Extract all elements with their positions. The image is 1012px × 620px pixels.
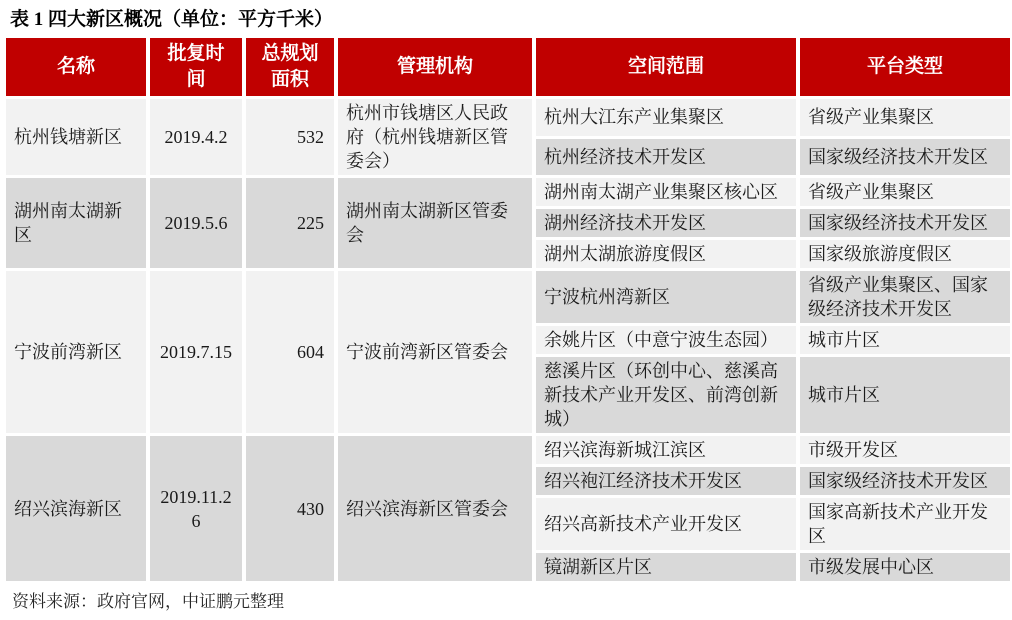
platform-type-cell: 国家高新技术产业开发区 [800, 498, 1010, 550]
scope-cell: 绍兴袍江经济技术开发区 [536, 467, 796, 495]
table-row [6, 436, 1010, 464]
area-cell: 225 [246, 178, 334, 268]
platform-type-cell: 省级产业集聚区 [800, 178, 1010, 206]
platform-type-cell: 城市片区 [800, 357, 1010, 433]
table-row [6, 271, 1010, 323]
scope-cell: 慈溪片区（环创中心、慈溪高新技术产业开发区、前湾创新城） [536, 357, 796, 433]
approval-date-cell: 2019.7.15 [150, 271, 242, 433]
table-header-row [6, 38, 1010, 96]
table-body [6, 99, 1010, 581]
scope-cell: 余姚片区（中意宁波生态园） [536, 326, 796, 354]
header-approval-date: 批复时间 [150, 38, 242, 96]
scope-cell: 宁波杭州湾新区 [536, 271, 796, 323]
scope-cell: 湖州南太湖产业集聚区核心区 [536, 178, 796, 206]
platform-type-cell: 国家级经济技术开发区 [800, 467, 1010, 495]
table-title: 表 1 四大新区概况（单位：平方千米） [10, 9, 334, 30]
approval-date-cell: 2019.4.2 [150, 99, 242, 175]
header-scope: 空间范围 [536, 38, 796, 96]
agency-cell: 绍兴滨海新区管委会 [338, 436, 532, 581]
platform-type-cell: 省级产业集聚区、国家级经济技术开发区 [800, 271, 1010, 323]
area-cell: 604 [246, 271, 334, 433]
scope-cell: 湖州经济技术开发区 [536, 209, 796, 237]
platform-type-cell: 市级开发区 [800, 436, 1010, 464]
area-cell: 532 [246, 99, 334, 175]
name-cell: 绍兴滨海新区 [6, 436, 146, 581]
scope-cell: 杭州经济技术开发区 [536, 139, 796, 176]
name-cell: 宁波前湾新区 [6, 271, 146, 433]
new-districts-table [2, 35, 1012, 584]
platform-type-cell: 市级发展中心区 [800, 553, 1010, 581]
scope-cell: 镜湖新区片区 [536, 553, 796, 581]
platform-type-cell: 国家级经济技术开发区 [800, 209, 1010, 237]
agency-cell: 宁波前湾新区管委会 [338, 271, 532, 433]
scope-cell: 绍兴高新技术产业开发区 [536, 498, 796, 550]
agency-cell: 湖州南太湖新区管委会 [338, 178, 532, 268]
approval-date-cell: 2019.11.26 [150, 436, 242, 581]
header-platform-type: 平台类型 [800, 38, 1010, 96]
name-cell: 杭州钱塘新区 [6, 99, 146, 175]
platform-type-cell: 国家级旅游度假区 [800, 240, 1010, 268]
header-agency: 管理机构 [338, 38, 532, 96]
area-cell: 430 [246, 436, 334, 581]
platform-type-cell: 省级产业集聚区 [800, 99, 1010, 136]
source-note: 资料来源：政府官网，中证鹏元整理 [12, 592, 284, 611]
scope-cell: 杭州大江东产业集聚区 [536, 99, 796, 136]
platform-type-cell: 国家级经济技术开发区 [800, 139, 1010, 176]
header-planned-area: 总规划面积 [246, 38, 334, 96]
table-row [6, 99, 1010, 136]
scope-cell: 绍兴滨海新城江滨区 [536, 436, 796, 464]
header-name: 名称 [6, 38, 146, 96]
scope-cell: 湖州太湖旅游度假区 [536, 240, 796, 268]
table-row [6, 178, 1010, 206]
name-cell: 湖州南太湖新区 [6, 178, 146, 268]
platform-type-cell: 城市片区 [800, 326, 1010, 354]
agency-cell: 杭州市钱塘区人民政府（杭州钱塘新区管委会） [338, 99, 532, 175]
approval-date-cell: 2019.5.6 [150, 178, 242, 268]
